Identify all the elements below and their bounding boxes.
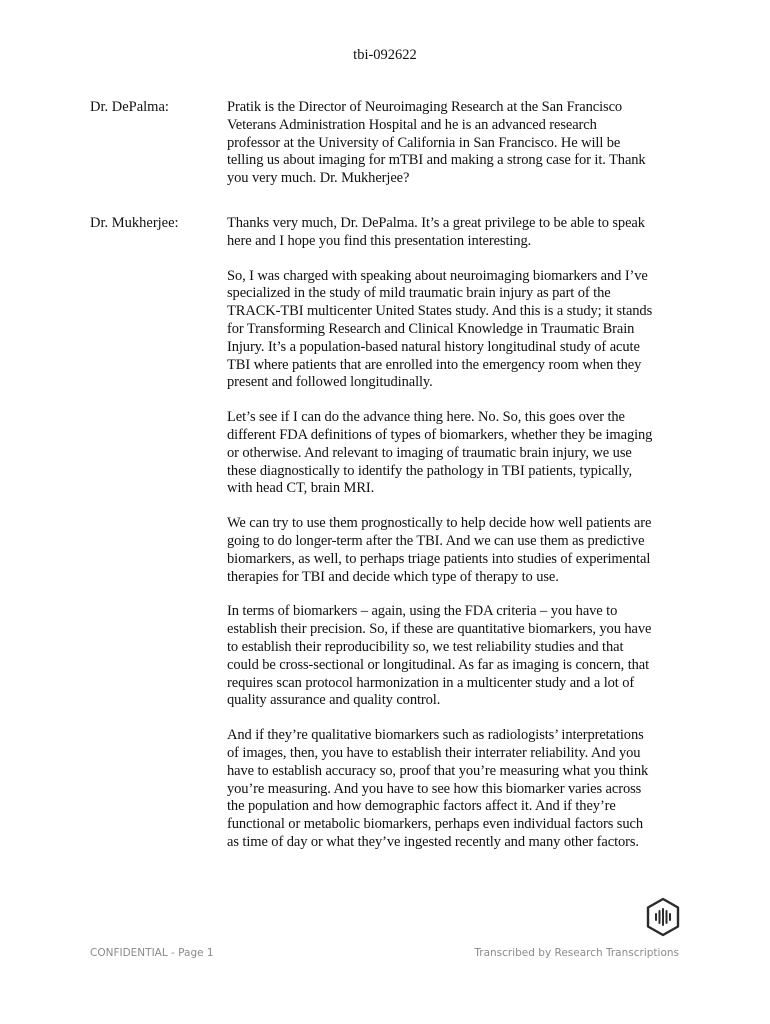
text-line: And if they’re qualitative biomarkers such as radiologists’ interpretations [227, 727, 644, 744]
document-title: tbi-092622 [353, 47, 417, 63]
paragraph [227, 603, 690, 710]
text-line: Thanks very much, Dr. DePalma. It’s a great privilege to be able to speak [227, 214, 645, 231]
text-line: biomarkers, as well, to perhaps triage patients into studies of experimental [227, 550, 651, 567]
speaker-paragraphs [227, 99, 690, 205]
text-line: of images, then, you have to establish their interrater reliability. And you [227, 744, 641, 761]
paragraph [227, 727, 690, 852]
text-line: could be cross-sectional or longitudinal. As far as imaging is concern, that [227, 656, 650, 673]
sound-wave-hexagon-logo [645, 897, 681, 937]
text-line: going to do longer-term after the TBI. And we can use them as predictive [227, 532, 645, 549]
text-line: Pratik is the Director of Neuroimaging Research at the San Francisco [227, 99, 623, 115]
text-line: Let’s see if I can do the advance thing here. No. So, this goes over the [227, 409, 625, 426]
text-line: these diagnostically to identify the pathology in TBI patients, typically, [227, 462, 632, 479]
text-line: the population and how demographic factors affect it. And if they’re [227, 798, 616, 815]
text-line: here and I hope you find this presentation interesting. [227, 232, 532, 249]
text-line: Veterans Administration Hospital and he is an advanced research [227, 116, 597, 133]
text-line: therapies for TBI and decide which type of therapy to use. [227, 568, 559, 585]
paragraph [227, 215, 690, 251]
text-line: quality assurance and quality control. [227, 692, 441, 709]
speaker-turn [90, 215, 690, 869]
paragraph [227, 268, 690, 393]
paragraph [227, 515, 690, 586]
speaker-turn [90, 99, 690, 205]
text-line: establish their precision. So, if these are quantitative biomarkers, you have [227, 621, 652, 638]
text-line: have to establish accuracy so, proof that you’re measuring what you think [227, 762, 649, 779]
footer-confidential-page: CONFIDENTIAL - Page 1 [90, 947, 214, 959]
text-line: Injury. It’s a population-based natural history longitudinal study of acute [227, 338, 640, 355]
speaker-name: Dr. Mukherjee: [90, 214, 179, 231]
speaker-name: Dr. DePalma: [90, 99, 169, 115]
text-line: TRACK-TBI multicenter United States study. And this is a study; it stands [227, 303, 653, 320]
text-line: professor at the University of California in San Francisco. He will be [227, 134, 621, 151]
text-line: you’re measuring. And you have to see how this biomarker varies across [227, 780, 642, 797]
text-line: TBI where patients that are enrolled into the emergency room when they [227, 356, 642, 373]
text-line: as time of day or what they’ve ingested recently and many other factors. [227, 833, 639, 850]
text-line: functional or metabolic biomarkers, perhaps even individual factors such [227, 816, 643, 833]
paragraph [227, 409, 690, 498]
text-line: present and followed longitudinally. [227, 374, 433, 391]
text-line: In terms of biomarkers – again, using the FDA criteria – you have to [227, 603, 618, 620]
footer-transcription-credit: Transcribed by Research Transcriptions [474, 947, 679, 959]
text-line: So, I was charged with speaking about neuroimaging biomarkers and I’ve [227, 267, 648, 284]
text-line: you very much. Dr. Mukherjee? [227, 170, 410, 187]
text-line: different FDA definitions of types of biomarkers, whether they be imaging [227, 426, 653, 443]
text-line: with head CT, brain MRI. [227, 480, 375, 497]
paragraph [227, 99, 690, 188]
transcript-body [90, 99, 690, 879]
text-line: for Transforming Research and Clinical Knowledge in Traumatic Brain [227, 320, 635, 337]
text-line: to establish their reproducibility so, we test reliability studies and that [227, 638, 624, 655]
text-line: or otherwise. And relevant to imaging of traumatic brain injury, we use [227, 444, 632, 461]
text-line: telling us about imaging for mTBI and making a strong case for it. Thank [227, 152, 646, 169]
text-line: requires scan protocol harmonization in a multicenter study and a lot of [227, 674, 635, 691]
text-line: specialized in the study of mild traumatic brain injury as part of the [227, 285, 611, 302]
speaker-paragraphs [227, 215, 690, 869]
text-line: We can try to use them prognostically to help decide how well patients are [227, 515, 652, 532]
